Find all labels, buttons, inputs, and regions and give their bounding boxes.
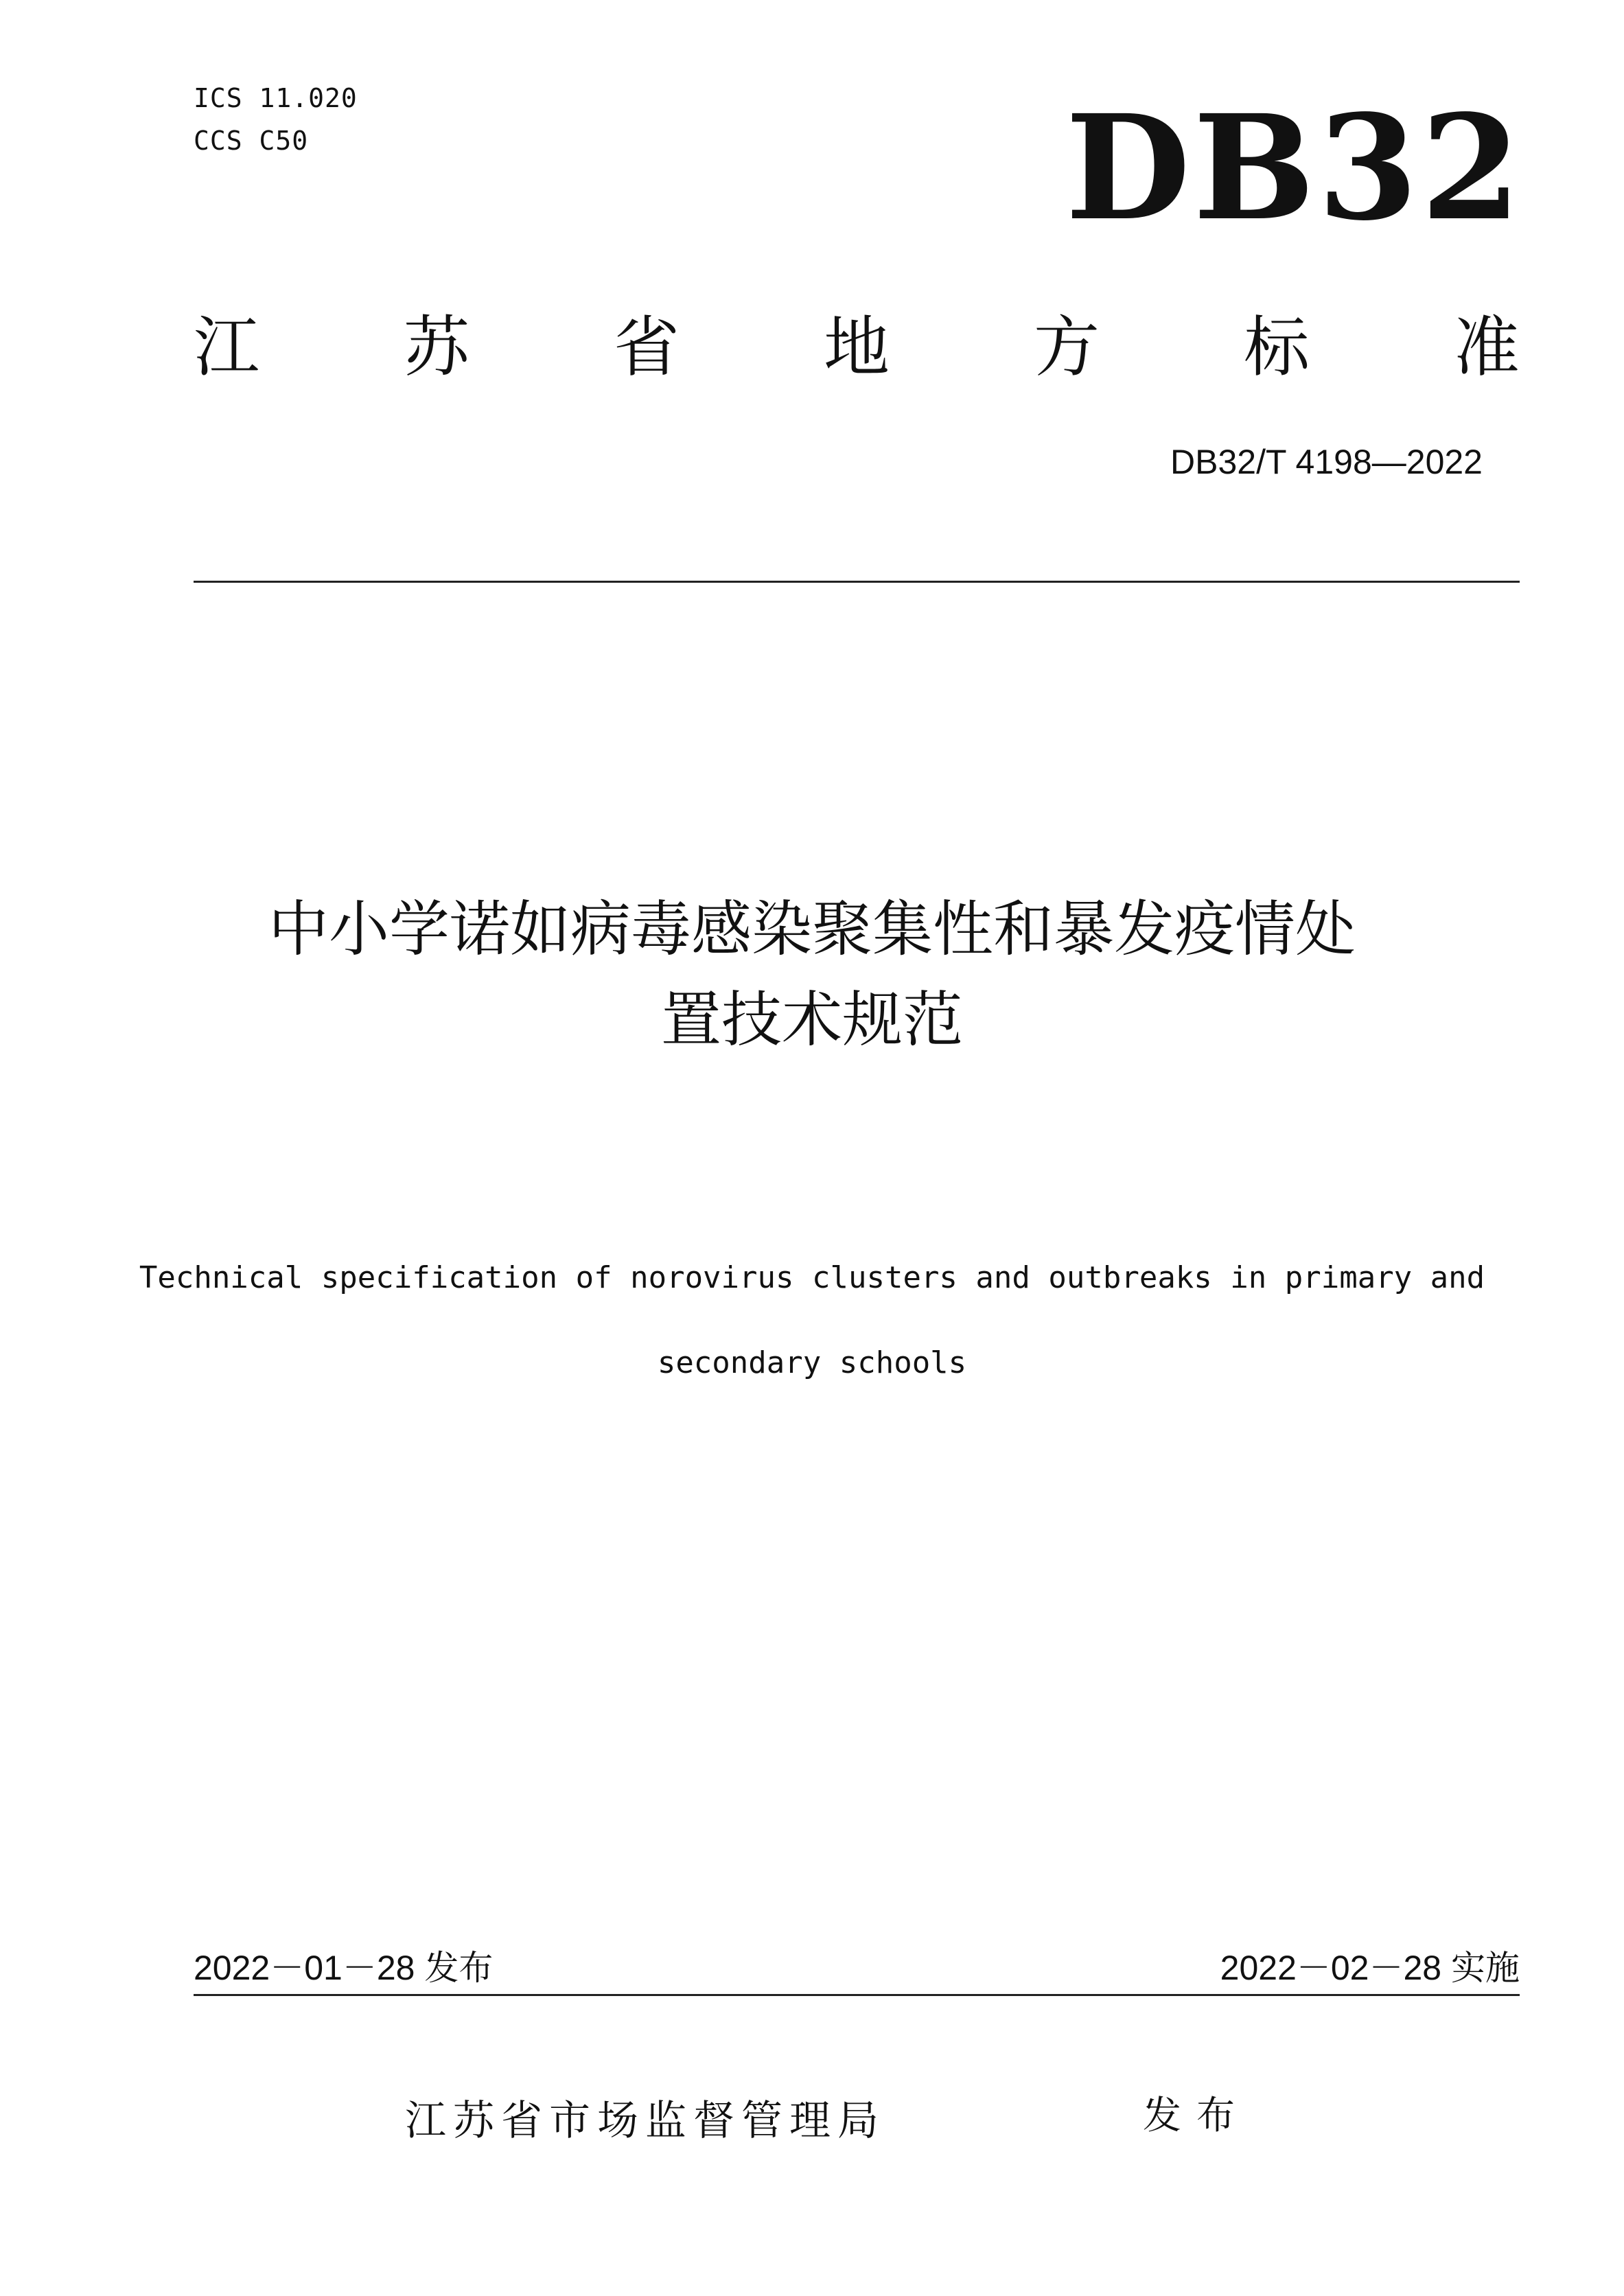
issuing-authority: 江苏省市场监督管理局 bbox=[405, 2097, 885, 2145]
standard-type-char: 准 bbox=[1454, 309, 1520, 386]
date-divider bbox=[194, 1994, 1520, 1996]
standard-type-char: 标 bbox=[1244, 309, 1310, 386]
ics-code: ICS 11.020 bbox=[194, 83, 358, 113]
header-divider bbox=[194, 581, 1520, 583]
english-title-line: secondary schools bbox=[657, 1345, 967, 1380]
issue-label: 发布 bbox=[1143, 2094, 1250, 2138]
ccs-code: CCS C50 bbox=[194, 126, 309, 156]
chinese-title-line: 置技术规范 bbox=[660, 984, 963, 1055]
english-title bbox=[137, 1236, 1487, 1406]
standard-type-heading bbox=[194, 309, 1520, 386]
english-title-line: Technical specification of norovirus clusters and outbreaks in primary and bbox=[139, 1260, 1485, 1295]
standard-number: DB32/T 4198—2022 bbox=[1170, 443, 1483, 481]
chinese-title bbox=[137, 884, 1487, 1065]
publish-date: 2022－01－28 发布 bbox=[194, 1949, 494, 1987]
standard-type-char: 方 bbox=[1034, 309, 1100, 386]
implementation-date: 2022－02－28 实施 bbox=[1220, 1949, 1520, 1987]
standard-type-char: 省 bbox=[614, 309, 680, 386]
standard-type-char: 苏 bbox=[404, 309, 469, 386]
db32-logo: DB32 bbox=[1065, 83, 1524, 253]
chinese-title-line: 中小学诺如病毒感染聚集性和暴发疫情处 bbox=[268, 894, 1356, 964]
standard-type-char: 地 bbox=[824, 309, 890, 386]
standard-type-char: 江 bbox=[194, 309, 259, 386]
